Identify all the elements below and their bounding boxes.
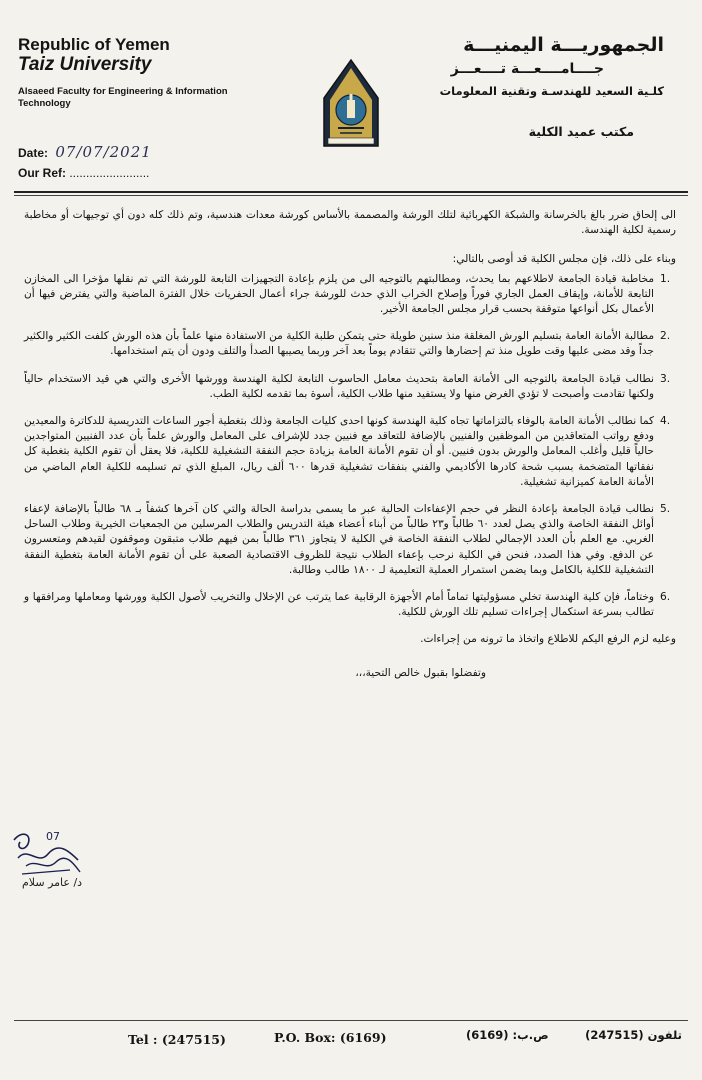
item-text: مطالبة الأمانة العامة بتسليم الورش المغلقة منذ سنين طويلة حتى يتمكن طلبة الكلية من الاستفادة منها علماً بأن هذه الورش كلفت الكثير والكثير جداً وقد مضى عليها وقت طويل منذ تم إحضارها والتي تتقادم يوماً بعد آخر وربما يصيبها الصدأ والتلف ودون أن يتم استخدامها. xyxy=(24,330,654,358)
signature-annotation: 07 xyxy=(46,830,60,843)
date-row xyxy=(18,142,258,163)
list-item xyxy=(24,329,676,359)
footer-divider xyxy=(14,1020,688,1021)
item-number: .2 xyxy=(659,330,671,343)
university-name-en: Taiz University xyxy=(18,54,152,75)
letterhead-english xyxy=(18,36,248,110)
recommendations-lead: وبناء على ذلك، فإن مجلس الكلية قد أوصى بالتالي: xyxy=(452,253,676,266)
list-item xyxy=(24,414,676,490)
item-text: مخاطبة قيادة الجامعة لاطلاعهم بما يحدث، ومطالبتهم بالتوجيه الى من يلزم بإعادة التجهيزات التابعة للورشة التي تم نقلها مؤخرا الى المخازن التابعة للأمانة، وإيقاف العمل الجاري فوراً وإصلاح الخراب الذي حدث للورشة جراء أعمال الحفريات خلال الفترة الماضية والتي يفترض فيها أن الأعمال بكل أنواعها متوقفة بحسب قرار مجلس الجامعة الأخير. xyxy=(24,272,654,316)
item-text: وختاماً، فإن كلية الهندسة تخلي مسؤوليتها تماماً أمام الأجهزة الرقابية عما يترتب عن الإخلال والتخريب لأصول الكلية وورشها ومعاملها ومرافقها و تطالب بسرعة استكمال إجراءات تسليم تلك الورش للكلية. xyxy=(24,591,654,619)
item-number: .6 xyxy=(659,591,671,604)
ref-label: Our Ref: xyxy=(18,166,66,180)
intro-paragraph: الى إلحاق ضرر بالغ بالخرسانة والشبكة الكهربائية لتلك الورشة والمصممة بالأساس كورشة معدات هندسية، وتم ذلك كله دون أي توجيهات أو مخاطبة رسمية لكلية الهندسة. xyxy=(24,209,676,237)
closing-paragraph: وعليه لزم الرفع اليكم للاطلاع واتخاذ ما ترونه من إجراءات. xyxy=(420,633,676,646)
letterhead-arabic xyxy=(404,32,664,142)
faculty-name-en: Alsaeed Faculty for Engineering & Information Technology xyxy=(18,86,228,109)
footer-tel-en: Tel : (247515) xyxy=(128,1032,226,1047)
republic-name-ar: الجمهوريـــة اليمنيـــة xyxy=(463,34,664,56)
item-text: كما نطالب الأمانة العامة بالوفاء بالتزاماتها تجاه كلية الهندسة كونها احدى كليات الجامعة وذلك بتغطية أجور الساعات التدريسية للدكاترة والمعيدين ودفع رواتب المتعاقدين من الموظفين والفنيين بالإضافة للتعاقد مع فنيين جدد للإشراف على المعامل والورش علماً بأن عدد الفنيين المتواجدين حالياً قليل وأغلب المعامل والورش بدون فنيين. أو أن تقوم الأمانة العامة بزيادة حجم النفقة التشغيلية للكلية، فلا يعقل أن تقوم الكلية بتغطية كل نفقاتها المتضخمة بسبب شحة كادرها الأكاديمي والفني بنفقات تشغيلية قدرها ٦٠٠ ألف ريال، المبلغ الذي تم تسليمه للكلية العام الماضي من الأمانة العامة كميزانية تشغيلية. xyxy=(24,415,654,488)
university-name-ar: جــــامــــعـــة تــــعـــز xyxy=(450,61,604,77)
ref-row xyxy=(18,163,258,183)
list-item xyxy=(24,272,676,318)
item-number: .3 xyxy=(659,372,671,385)
letter-footer xyxy=(18,1030,684,1050)
signatory-name: د/ عامر سلام xyxy=(22,876,83,889)
date-value: 07/07/2021 xyxy=(55,143,152,161)
item-number: .1 xyxy=(659,272,671,285)
dean-office-ar: مكتب عميد الكلية xyxy=(528,124,634,139)
list-item xyxy=(24,590,676,620)
item-number: .5 xyxy=(659,503,671,516)
item-number: .4 xyxy=(659,415,671,428)
header-divider-thin xyxy=(14,195,688,196)
header-divider xyxy=(14,191,688,193)
faculty-name-ar: كلـية السعيد للهندسـة وتقنية المعلومات xyxy=(439,84,664,98)
ref-value: ........................ xyxy=(69,166,150,180)
republic-name-en: Republic of Yemen xyxy=(18,35,170,54)
date-label: Date: xyxy=(18,146,49,160)
regards-line: وتفضلوا بقبول خالص التحية،،، xyxy=(355,666,486,679)
taiz-university-logo-icon xyxy=(320,58,382,150)
letter-body xyxy=(24,208,676,681)
item-text: نطالب قيادة الجامعة بإعادة النظر في حجم الإعفاءات الحالية عبر ما يسمى بدراسة الحالة والتي كان آخرها كشفاً بـ ٦٨ طالباً بالإضافة لإعفاء أوائل النفقة الخاصة والذي يصل لعدد ٦٠ طالباً و٢٣ طالباً من أبناء أعضاء هيئة التدريس والطلاب المرسلين من الجمعيات الخيرية وطلاب الساحل الغربي. مع العلم بأن العدد الإجمالي لطلاب النفقة الخاصة في الكلية لا يتجاوز ٣٦١ طالباً بمن فيهم طلاب متبقون وموقفون لقيدهم ومتعسرون عن الدفع. وفي هذا الصدد، فنحن في الكلية نرحب بإعفاء الطلاب نتيجة للظروف الاقتصادية الصعبة على أن تقوم الأمانة العامة بتغطية النفقة التشغيلية للكلية بالكامل وبما يضمن استمرار العملية التعليمية لـ ١٨٠٠ طالب وطالبة. xyxy=(24,503,654,576)
item-text: نطالب قيادة الجامعة بالتوجيه الى الأمانة العامة بتحديث معامل الحاسوب التابعة لكلية الهندسة وورشها الأخرى والتي هي قيد الاستخدام حالياً ولكنها تقادمت وأصبحت لا تؤدي الغرض منها ولا يستفيد منها طلاب الكلية، أسوة بما تقدمه لكلية الطب. xyxy=(24,372,654,400)
footer-tel-ar: تلفون (247515) xyxy=(585,1028,682,1042)
list-item xyxy=(24,372,676,402)
footer-pobox-ar: ص.ب: (6169) xyxy=(466,1028,549,1042)
footer-pobox-en: P.O. Box: (6169) xyxy=(274,1030,387,1045)
list-item xyxy=(24,502,676,578)
date-ref-block xyxy=(18,142,258,183)
